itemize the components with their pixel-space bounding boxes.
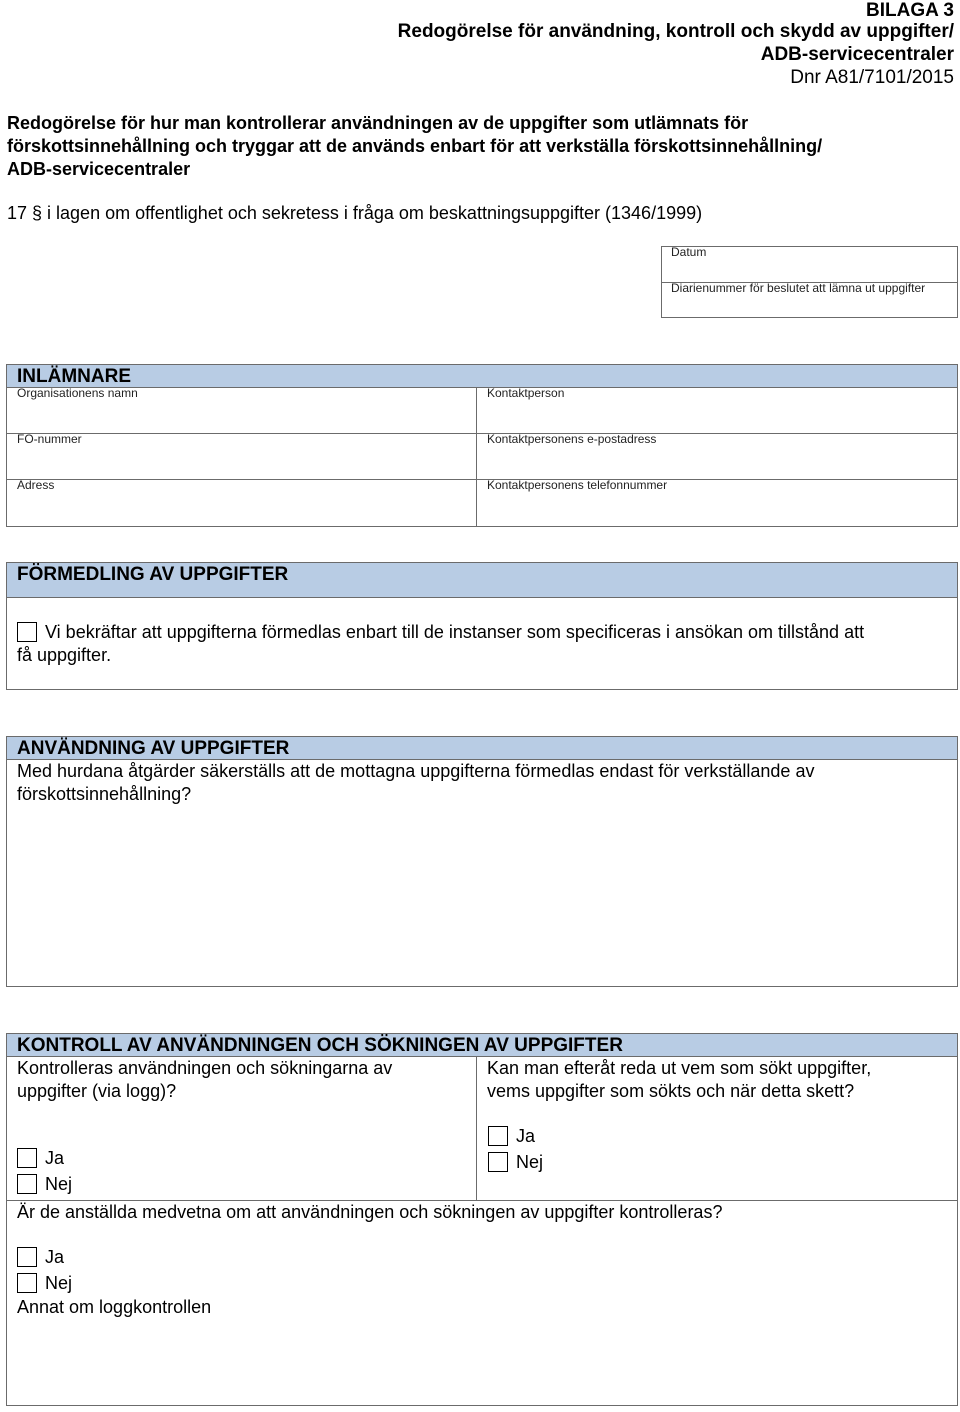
- control-column-divider: [476, 1056, 477, 1200]
- employee-awareness-yes-checkbox[interactable]: [17, 1247, 37, 1267]
- employee-awareness-no-label: Nej: [45, 1273, 73, 1293]
- traceability-no-checkbox[interactable]: [488, 1152, 508, 1172]
- fo-number-field[interactable]: [8, 447, 474, 477]
- traceability-yes-checkbox[interactable]: [488, 1126, 508, 1146]
- transfer-section-header: [6, 562, 958, 598]
- document-title-line1: Redogörelse för användning, kontroll och skydd av uppgifter/: [397, 21, 954, 42]
- usage-answer-field[interactable]: [8, 810, 956, 984]
- usage-question-line2: förskottsinnehållning?: [17, 784, 192, 804]
- log-check-question-line1: Kontrolleras användningen och sökningarna av: [17, 1058, 393, 1078]
- decision-diary-number-label: Diarienummer för beslutet att lämna ut uppgifter: [671, 281, 926, 295]
- submitter-grid-row-divider-2: [6, 479, 958, 480]
- contact-person-label: Kontaktperson: [487, 386, 565, 400]
- traceability-question-line2: vems uppgifter som sökts och när detta skett?: [487, 1081, 855, 1101]
- submitter-grid-row-divider-1: [6, 433, 958, 434]
- traceability-question-line1: Kan man efteråt reda ut vem som sökt uppgifter,: [487, 1058, 872, 1078]
- employee-awareness-yes-label: Ja: [45, 1247, 65, 1267]
- control-section-title: KONTROLL AV ANVÄNDNINGEN OCH SÖKNINGEN AV UPPGIFTER: [17, 1035, 623, 1056]
- log-control-notes-label: Annat om loggkontrollen: [17, 1297, 212, 1317]
- log-check-no-label: Nej: [45, 1174, 73, 1194]
- address-field[interactable]: [8, 493, 474, 525]
- usage-section-header: [6, 736, 958, 760]
- intro-heading-line1: Redogörelse för hur man kontrollerar användningen av de uppgifter som utlämnats för: [7, 113, 749, 133]
- contact-email-field[interactable]: [478, 447, 956, 477]
- document-title-line2: ADB-servicecentraler: [760, 44, 954, 65]
- usage-question-line1: Med hurdana åtgärder säkerställs att de mottagna uppgifterna förmedlas endast för verkställande av: [17, 761, 815, 781]
- fo-number-label: FO-nummer: [17, 432, 82, 446]
- submitter-section-header: [6, 364, 958, 388]
- usage-section-title: ANVÄNDNING AV UPPGIFTER: [17, 738, 290, 759]
- log-check-question-line2: uppgifter (via logg)?: [17, 1081, 177, 1101]
- intro-heading-line2: förskottsinnehållning och tryggar att de används enbart för att verkställa förskottsinnehållning/: [7, 136, 823, 156]
- organization-name-label: Organisationens namn: [17, 386, 138, 400]
- organization-name-field[interactable]: [8, 401, 474, 431]
- transfer-confirm-checkbox[interactable]: [17, 622, 37, 642]
- log-check-yes-checkbox[interactable]: [17, 1148, 37, 1168]
- law-reference: 17 § i lagen om offentlighet och sekretess i fråga om beskattningsuppgifter (1346/1999): [7, 203, 703, 223]
- traceability-yes-label: Ja: [516, 1126, 536, 1146]
- log-control-notes-field[interactable]: [8, 1322, 956, 1404]
- date-label: Datum: [671, 245, 707, 259]
- decision-diary-number-field[interactable]: [662, 295, 956, 317]
- contact-email-label: Kontaktpersonens e-postadress: [487, 432, 657, 446]
- submitter-grid-column-divider: [476, 387, 477, 527]
- log-check-yes-label: Ja: [45, 1148, 65, 1168]
- employee-awareness-no-checkbox[interactable]: [17, 1273, 37, 1293]
- intro-heading: [7, 112, 822, 181]
- transfer-confirm-text-line1: Vi bekräftar att uppgifterna förmedlas enbart till de instanser som specificeras i ansökan om tillstånd att: [45, 622, 865, 642]
- address-label: Adress: [17, 478, 55, 492]
- traceability-no-label: Nej: [516, 1152, 544, 1172]
- contact-person-field[interactable]: [478, 401, 956, 431]
- contact-phone-label: Kontaktpersonens telefonnummer: [487, 478, 668, 492]
- diary-number: Dnr A81/7101/2015: [790, 67, 954, 88]
- submitter-section-title: INLÄMNARE: [17, 366, 131, 387]
- contact-phone-field[interactable]: [478, 493, 956, 525]
- control-section-header: [6, 1033, 958, 1057]
- transfer-section-title: FÖRMEDLING AV UPPGIFTER: [17, 564, 289, 585]
- transfer-confirm-text-line2: få uppgifter.: [17, 645, 112, 665]
- employee-awareness-question: Är de anställda medvetna om att användningen och sökningen av uppgifter kontrolleras?: [17, 1202, 723, 1222]
- date-field[interactable]: [662, 259, 956, 281]
- intro-heading-line3: ADB-servicecentraler: [7, 159, 191, 179]
- log-check-no-checkbox[interactable]: [17, 1174, 37, 1194]
- appendix-label: BILAGA 3: [866, 0, 954, 21]
